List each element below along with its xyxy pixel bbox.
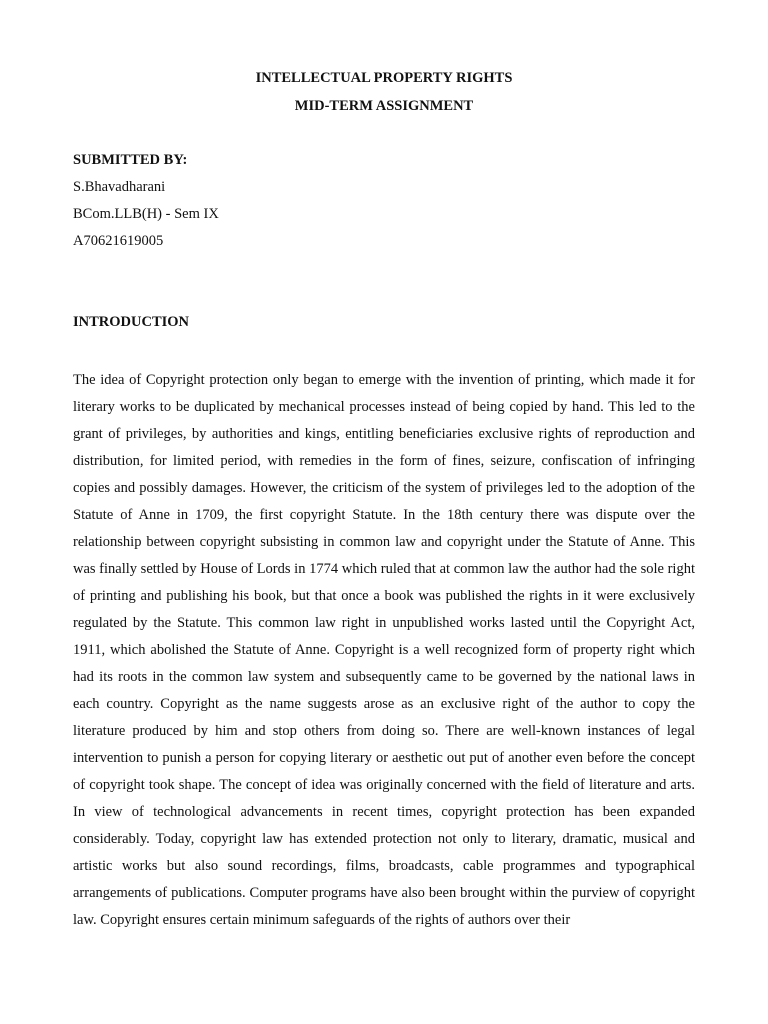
submitter-enrollment-number: A70621619005 <box>73 233 164 249</box>
introduction-heading: INTRODUCTION <box>73 314 190 330</box>
document-title: INTELLECTUAL PROPERTY RIGHTS <box>255 70 513 86</box>
submitted-by-heading: SUBMITTED BY: <box>73 152 188 168</box>
submitter-name: S.Bhavadharani <box>73 179 166 195</box>
introduction-paragraph: The idea of Copyright protection only began to emerge with the invention of printing, which made it for literary works to be duplicated by mechanical processes instead of being copied by hand. This led to the grant of privileges, by authorities and kings, entitling beneficiaries exclusive rights of reproduction and distribution, for limited period, with remedies in the form of fines, seizure, confiscation of infringing copies and possibly damages. However, the criticism of the system of privileges led to the adoption of the Statute of Anne in 1709, the first copyright Statute. In the 18th century there was dispute over the relationship between copyright subsisting in common law and copyright under the Statute of Anne. This was finally settled by House of Lords in 1774 which ruled that at common law the author had the sole right of printing and publishing his book, but that once a book was published the rights in it were exclusively regulated by the Statute. This common law right in unpublished works lasted until the Copyright Act, 1911, which abolished the Statute of Anne. Copyright is a well recognized form of property right which had its roots in the common law system and subsequently came to be governed by the national laws in each country. Copyright as the name suggests arose as an exclusive right of the author to copy the literature produced by him and stop others from doing so. There are well-known instances of legal intervention to punish a person for copying literary or aesthetic out put of another even before the concept of copyright took shape. The concept of idea was originally concerned with the field of literature and arts. In view of technological advancements in recent times, copyright protection has been expanded considerably. Today, copyright law has extended protection not only to literary, dramatic, musical and artistic works but also sound recordings, films, broadcasts, cable programmes and typographical arrangements of publications. Computer programs have also been brought within the purview of copyright law. Copyright ensures certain minimum safeguards of the rights of authors over their <box>73 372 695 928</box>
submitter-course: BCom.LLB(H) - Sem IX <box>73 206 219 222</box>
submitter-block <box>73 151 219 259</box>
document-subtitle: MID-TERM ASSIGNMENT <box>294 98 474 114</box>
